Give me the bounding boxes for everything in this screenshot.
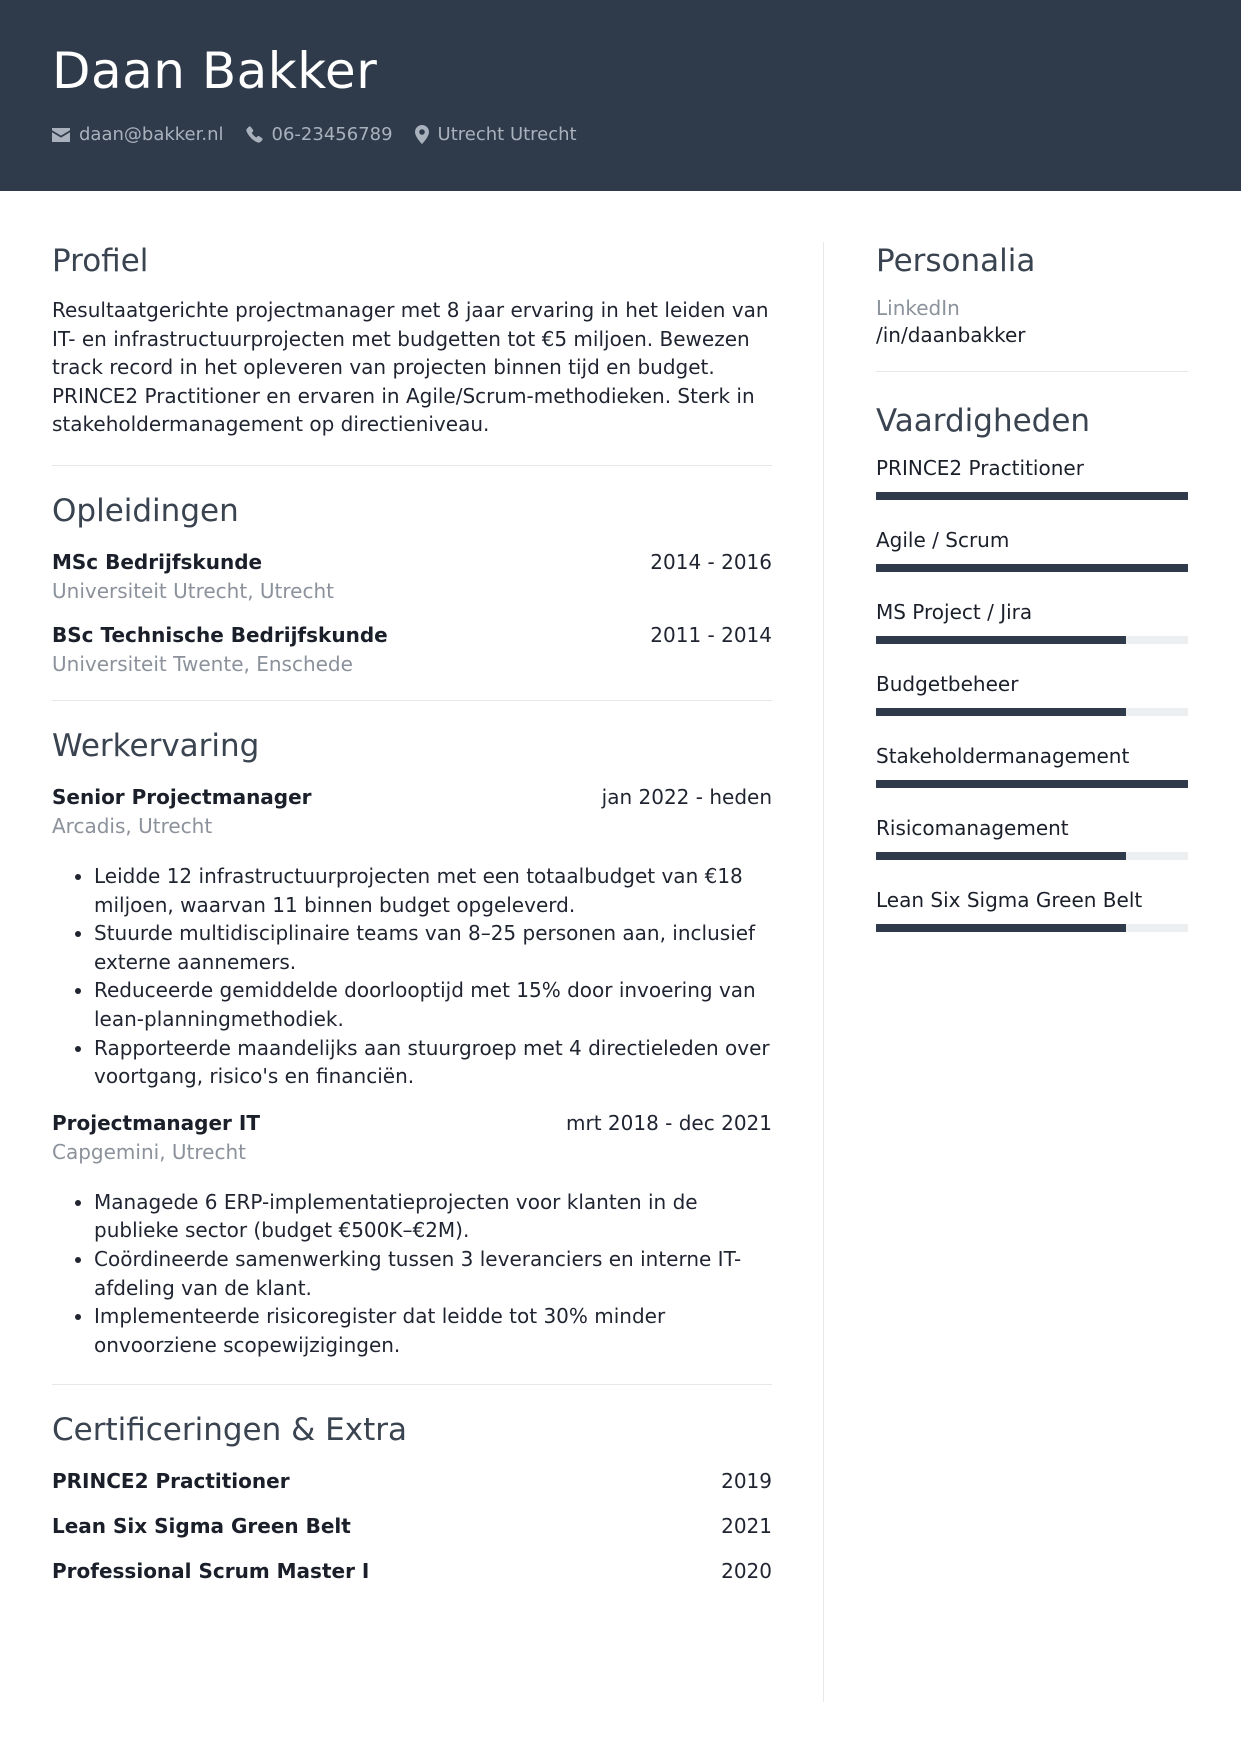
job-bullet: • Reduceerde gemiddelde doorlooptijd met 15% door invoering van lean-planningmethodiek. <box>94 976 772 1033</box>
skill-item <box>876 888 1188 932</box>
skill-item <box>876 600 1188 644</box>
contact-location <box>415 124 577 145</box>
job-company: Capgemini, Utrecht <box>52 1139 246 1164</box>
skill-name: MS Project / Jira <box>876 600 1033 624</box>
contact-email[interactable] <box>52 124 224 145</box>
skills-list <box>876 456 1188 932</box>
certification-year: 2019 <box>721 1469 772 1494</box>
job-bullets <box>52 1188 772 1360</box>
job-role: Projectmanager IT <box>52 1110 260 1135</box>
experience-heading: Werkervaring <box>52 727 260 764</box>
skill-name: Lean Six Sigma Green Belt <box>876 888 1143 912</box>
education-school: Universiteit Utrecht, Utrecht <box>52 578 334 603</box>
skill-level-track <box>876 780 1188 788</box>
job-bullet: • Managede 6 ERP-implementatieprojecten voor klanten in de publieke sector (budget €500K–€2M). <box>94 1188 772 1245</box>
job-bullet: • Coördineerde samenwerking tussen 3 leveranciers en interne IT-afdeling van de klant. <box>94 1245 772 1302</box>
skill-level-fill <box>876 492 1188 500</box>
column-divider <box>823 242 824 1702</box>
education-section <box>52 492 772 676</box>
skills-heading: Vaardigheden <box>876 403 1091 439</box>
skill-item <box>876 672 1188 716</box>
job-entry <box>52 785 772 1091</box>
certifications-heading: Certificeringen & Extra <box>52 1412 407 1449</box>
certification-row <box>52 1514 772 1538</box>
job-bullet: • Leidde 12 infrastructuurprojecten met een totaalbudget van €18 miljoen, waarvan 11 binnen budget opgeleverd. <box>94 862 772 919</box>
certification-row <box>52 1559 772 1583</box>
email-text: daan@bakker.nl <box>79 124 224 145</box>
profile-text: Resultaatgerichte projectmanager met 8 jaar ervaring in het leiden van IT- en infrastructuurprojecten met budgetten tot €5 miljoen. Bewezen track record in het opleveren van projecten binnen tijd en budget. PRINCE2 Practitioner en ervaren in Agile/Scrum-methodieken. Sterk in stakeholdermanagement op directieniveau. <box>52 298 769 437</box>
skill-item <box>876 528 1188 572</box>
section-divider <box>52 465 772 466</box>
main-column <box>52 242 772 1583</box>
certification-name: Lean Six Sigma Green Belt <box>52 1514 351 1539</box>
candidate-name: Daan Bakker <box>52 42 378 100</box>
skill-level-track <box>876 636 1188 644</box>
skill-level-track <box>876 708 1188 716</box>
certification-name: Professional Scrum Master I <box>52 1559 370 1584</box>
skill-name: Risicomanagement <box>876 816 1069 840</box>
skill-item <box>876 456 1188 500</box>
job-bullet: • Rapporteerde maandelijks aan stuurgroep met 4 directieleden over voortgang, risico's en financiën. <box>94 1034 772 1091</box>
phone-icon <box>246 126 263 143</box>
personal-heading: Personalia <box>876 243 1036 279</box>
job-dates: jan 2022 - heden <box>601 784 772 809</box>
job-bullets <box>52 862 772 1091</box>
skill-item <box>876 816 1188 860</box>
education-entry <box>52 623 772 676</box>
certification-name: PRINCE2 Practitioner <box>52 1469 290 1494</box>
skill-level-fill <box>876 780 1188 788</box>
envelope-icon <box>52 128 70 142</box>
job-bullet: • Implementeerde risicoregister dat leidde tot 30% minder onvoorziene scopewijzigingen. <box>94 1302 772 1359</box>
section-divider <box>52 1384 772 1385</box>
phone-text: 06-23456789 <box>271 124 393 145</box>
personal-section <box>876 242 1188 347</box>
skill-level-fill <box>876 564 1188 572</box>
location-text: Utrecht Utrecht <box>437 124 577 145</box>
linkedin-value[interactable]: /in/daanbakker <box>876 323 1026 347</box>
section-divider <box>52 700 772 701</box>
education-heading: Opleidingen <box>52 492 239 529</box>
skill-level-track <box>876 564 1188 572</box>
job-dates: mrt 2018 - dec 2021 <box>566 1110 772 1135</box>
skill-level-fill <box>876 708 1126 716</box>
skills-section <box>876 402 1188 932</box>
skill-item <box>876 744 1188 788</box>
skill-level-track <box>876 852 1188 860</box>
skill-name: Budgetbeheer <box>876 672 1019 696</box>
section-divider <box>876 371 1188 372</box>
contact-bar <box>52 124 599 145</box>
skill-name: PRINCE2 Practitioner <box>876 456 1084 480</box>
sidebar-column <box>876 242 1188 932</box>
certifications-section <box>52 1411 772 1583</box>
education-entry <box>52 550 772 603</box>
education-degree: BSc Technische Bedrijfskunde <box>52 622 388 647</box>
skill-name: Stakeholdermanagement <box>876 744 1130 768</box>
map-pin-icon <box>415 125 429 144</box>
skill-level-fill <box>876 924 1126 932</box>
skill-level-track <box>876 924 1188 932</box>
skill-name: Agile / Scrum <box>876 528 1010 552</box>
contact-phone[interactable] <box>246 124 393 145</box>
education-dates: 2011 - 2014 <box>650 622 772 647</box>
job-role: Senior Projectmanager <box>52 784 312 809</box>
skill-level-fill <box>876 852 1126 860</box>
education-dates: 2014 - 2016 <box>650 549 772 574</box>
profile-section <box>52 242 772 439</box>
profile-heading: Profiel <box>52 243 149 279</box>
skill-level-fill <box>876 636 1126 644</box>
resume-header <box>0 0 1241 191</box>
skill-level-track <box>876 492 1188 500</box>
certification-row <box>52 1469 772 1493</box>
certification-year: 2020 <box>721 1559 772 1584</box>
job-company: Arcadis, Utrecht <box>52 813 213 838</box>
job-entry <box>52 1111 772 1360</box>
education-school: Universiteit Twente, Enschede <box>52 651 353 676</box>
experience-section <box>52 727 772 1359</box>
linkedin-label: LinkedIn <box>876 296 960 320</box>
certification-year: 2021 <box>721 1514 772 1539</box>
job-bullet: • Stuurde multidisciplinaire teams van 8–25 personen aan, inclusief externe aannemers. <box>94 919 772 976</box>
education-degree: MSc Bedrijfskunde <box>52 549 263 574</box>
